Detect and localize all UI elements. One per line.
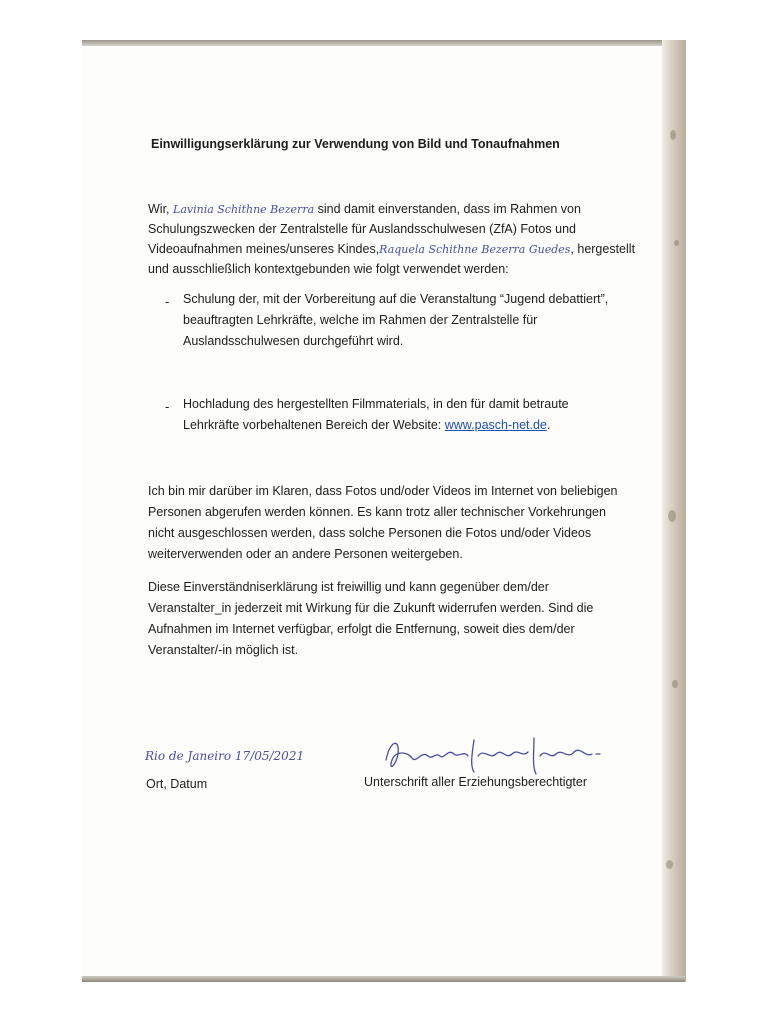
bullet-2-line-1: Hochladung des hergestellten Filmmaterials, in den für damit betraute [183,397,569,411]
document-title: Einwilligungserklärung zur Verwendung von Bild und Tonaufnahmen [151,137,560,151]
paper-bottom-edge [82,976,685,982]
intro-line3-end: , hergestellt [570,242,636,256]
bullet-2-line2-start: Lehrkräfte vorbehaltenen Bereich der Website: [183,418,442,432]
paragraph-1-line-3: nicht ausgeschlossen werden, dass solche Personen die Fotos und/oder Videos [148,526,592,540]
intro-wir: Wir, [148,202,170,216]
intro-line1-rest: sind damit einverstanden, dass im Rahmen von [317,202,581,216]
bullet-1-line-2: beauftragten Lehrkräfte, welche im Rahmen der Zentralstelle für [183,313,538,327]
paragraph-2-line-2: Veranstalter_in jederzeit mit Wirkung für die Zukunft widerrufen werden. Sind die [148,601,594,615]
paragraph-1-line-2: Personen abgerufen werden können. Es kann trotz aller technischer Vorkehrungen [148,505,606,519]
bullet-2-marker: - [165,399,170,414]
paragraph-2-line-3: Aufnahmen im Internet verfügbar, erfolgt die Entfernung, soweit dies dem/der [148,622,575,636]
intro-line3-start: Videoaufnahmen meines/unseres Kindes, [148,242,380,256]
intro-line-3 [148,241,635,258]
bullet-2-line2-end: . [546,418,551,432]
bullet-2-line-2 [183,417,550,433]
intro-line-1 [148,201,581,218]
handwritten-child-name: Raquela Schithne Bezerra Guedes [379,243,571,256]
signature-label: Unterschrift aller Erziehungsberechtigter [364,775,588,789]
parent-signature [378,730,608,780]
bullet-1-marker: - [165,294,170,309]
bullet-1-line-3: Auslandsschulwesen durchgeführt wird. [183,334,404,348]
handwritten-place-date: Rio de Janeiro 17/05/2021 [145,749,305,763]
paragraph-1-line-1: Ich bin mir darüber im Klaren, dass Fotos und/oder Videos im Internet von beliebigen [148,484,618,498]
bullet-1-line-1: Schulung der, mit der Vorbereitung auf die Veranstaltung “Jugend debattiert”, [183,292,609,306]
place-date-label: Ort, Datum [146,777,208,791]
handwritten-parent-name: Lavinia Schithne Bezerra [173,203,315,216]
paragraph-2-line-4: Veranstalter/-in möglich ist. [148,643,299,657]
paragraph-1-line-4: weiterverwenden oder an andere Personen weitergeben. [148,547,463,561]
pasch-net-link[interactable]: www.pasch-net.de [444,418,547,432]
paragraph-2-line-1: Diese Einverständniserklärung ist freiwillig und kann gegenüber dem/der [148,580,549,594]
intro-line-2: Schulungszwecken der Zentralstelle für Auslandsschulwesen (ZfA) Fotos und [148,222,576,236]
background-surface-strip [662,40,686,982]
intro-line-4: und ausschließlich kontextgebunden wie folgt verwendet werden: [148,262,509,276]
